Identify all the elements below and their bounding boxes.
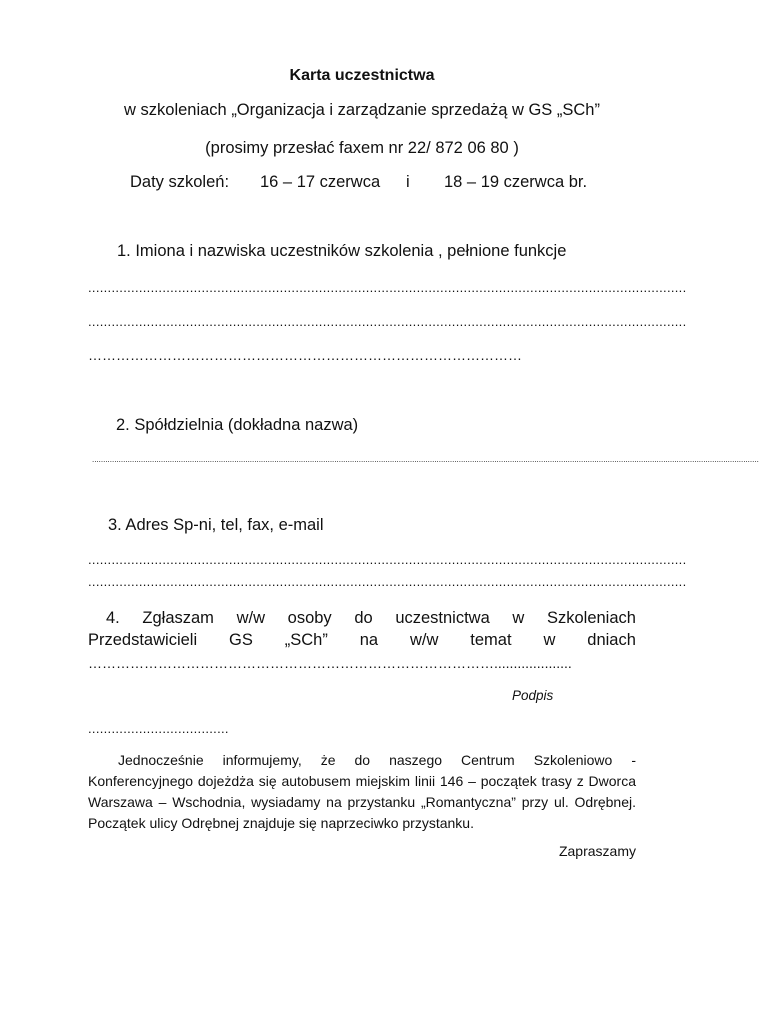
registration-word: Zgłaszam (142, 609, 214, 627)
participants-fill-line-3[interactable]: ………………………………………………………………………………… (88, 347, 522, 363)
training-subtitle: w szkoleniach „Organizacja i zarządzanie sprzedażą w GS „SCh” (124, 101, 600, 119)
travel-notice (88, 750, 636, 834)
date-first: 16 – 17 czerwca (260, 173, 381, 191)
registration-word: Szkoleniach (546, 609, 636, 627)
document-title: Karta uczestnictwa (289, 67, 435, 84)
closing-text: Zapraszamy (558, 843, 636, 859)
registration-word: w/w (409, 631, 439, 649)
participants-label: 1. Imiona i nazwiska uczestników szkolenia , pełnione funkcje (117, 242, 567, 260)
cooperative-fill-line[interactable]: ............................................................................................................................................................................................................................................................................................................ (92, 455, 759, 464)
registration-word: Przedstawicieli (88, 631, 198, 649)
dates-separator: i (406, 173, 410, 191)
registration-word: dniach (587, 631, 636, 649)
dates-label: Daty szkoleń: (130, 173, 230, 191)
registration-word: na (359, 631, 379, 649)
registration-word: w (543, 631, 556, 649)
registration-word: 4. (106, 609, 120, 627)
registration-word: do (354, 609, 373, 627)
registration-word: temat (470, 631, 512, 649)
address-label: 3. Adres Sp-ni, tel, fax, e-mail (108, 516, 324, 534)
registration-word: uczestnictwa (395, 609, 490, 627)
address-fill-line-2[interactable]: ......................................................................................................................................................... (88, 574, 687, 589)
participants-fill-line-2[interactable]: ......................................................................................................................................................... (88, 314, 687, 329)
signature-label: Podpis (512, 688, 554, 703)
registration-word: „SCh” (284, 631, 328, 649)
registration-word: osoby (287, 609, 332, 627)
registration-word: w (512, 609, 525, 627)
registration-word: GS (229, 631, 253, 649)
registration-word: w/w (236, 609, 265, 627)
travel-notice-text: Jednocześnie informujemy, że do naszego Centrum Szkoleniowo - Konferencyjnego dojeżdża się autobusem miejskim linii 146 – początek trasy z Dworca Warszawa – Wschodnia, wysiadamy na przystanku „Romantyczna” przy ul. Odrębnej. Początek ulicy Odrębnej znajduje się naprzeciwko przystanku. (88, 752, 636, 831)
registration-row-1 (88, 609, 636, 628)
participants-fill-line-1[interactable]: ......................................................................................................................................................... (88, 280, 687, 295)
address-fill-line-1[interactable]: ......................................................................................................................................................... (88, 552, 687, 567)
registration-row-2 (88, 631, 636, 650)
date-second: 18 – 19 czerwca br. (444, 173, 588, 191)
fax-note: (prosimy przesłać faxem nr 22/ 872 06 80 ) (205, 139, 519, 157)
signature-line[interactable]: .................................... (88, 721, 229, 736)
cooperative-label: 2. Spółdzielnia (dokładna nazwa) (116, 416, 359, 434)
registration-fill-line[interactable]: …………………………………………………………………………….................... (88, 655, 572, 671)
